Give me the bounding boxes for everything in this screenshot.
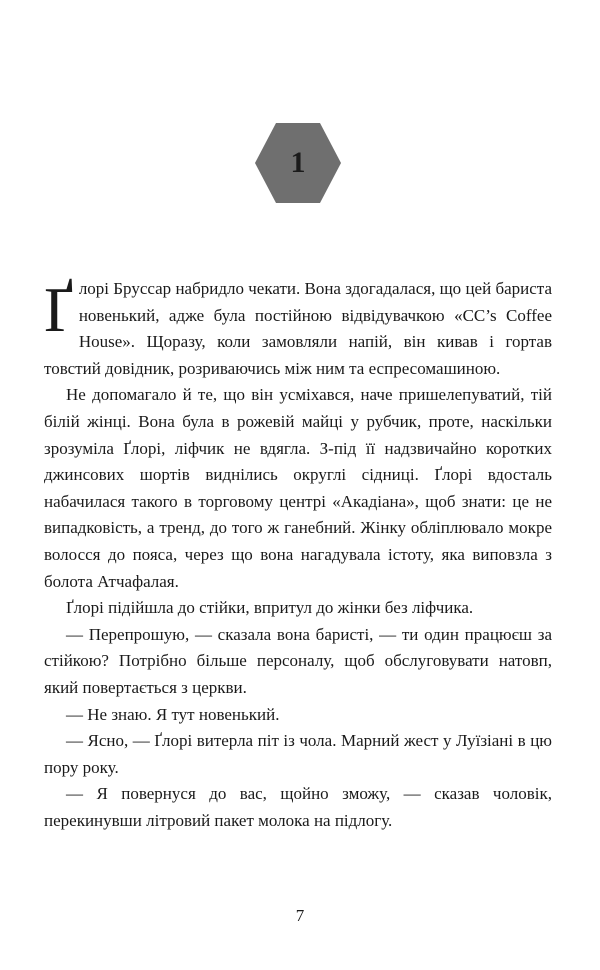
paragraph-text: лорі Бруссар набридло чекати. Вона здогадалася, що цей бариста новенький, адже була постійною відвідувачкою «CC’s Coffee House». Щоразу, коли замовляли напій, він кивав і гортав товстий довідник, розриваючись між ним та еспресомашиною. [44, 279, 552, 378]
paragraph: Не допомагало й те, що він усміхався, наче пришелепуватий, тій білій жінці. Вона була в рожевій майці у рубчик, проте, наскільки зрозуміла Ґлорі, ліфчик не вдягла. З-під її надзвичайно коротких джинсових шортів виднілись округлі сідниці. Ґлорі вдосталь набачилася такого в торговому центрі «Акадіана», щоб знати: це не випадковість, а тренд, до того ж ганебний. Жінку обліплювало мокре волосся до пояса, через що вона нагадувала істоту, яка виповзла з болота Атчафалая. [44, 385, 552, 591]
paragraph: — Перепрошую, — сказала вона баристі, — ти один працюєш за стійкою? Потрібно більше персоналу, щоб обслуговувати натовп, який повертається з церкви. [44, 624, 552, 697]
paragraph: — Не знаю. Я тут новенький. [66, 704, 280, 724]
chapter-marker [253, 119, 343, 207]
chapter-text [44, 276, 552, 834]
paragraph: — Я повернуся до вас, щойно зможу, — сказав чоловік, перекинувши літровий пакет молока на підлогу. [44, 784, 552, 830]
page-number: 7 [295, 906, 305, 925]
paragraph: — Ясно, — Ґлорі витерла піт із чола. Марний жест у Луїзіані в цю пору року. [44, 731, 552, 777]
chapter-number: 1 [290, 146, 306, 179]
paragraph [44, 276, 552, 382]
drop-cap: Ґ [44, 274, 73, 345]
paragraph: Ґлорі підійшла до стійки, впритул до жінки без ліфчика. [66, 598, 474, 618]
